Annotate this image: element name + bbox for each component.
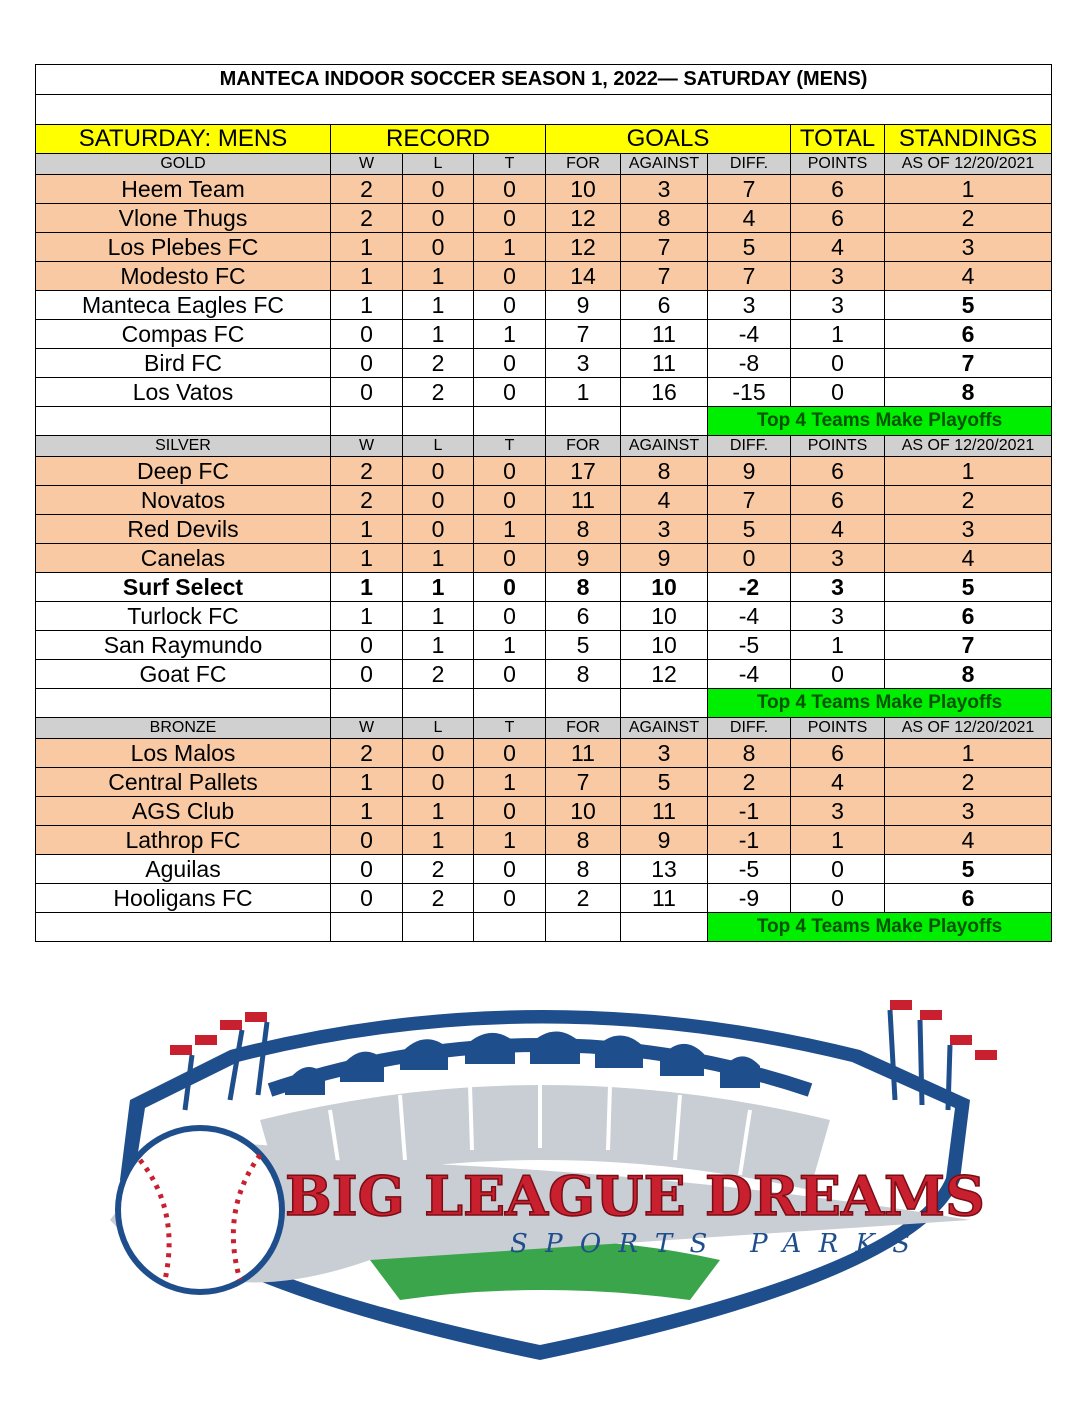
stat-points: 0 [791, 349, 885, 378]
stat-diff: -1 [708, 826, 791, 855]
stat-w: 2 [331, 739, 403, 768]
table-row [36, 349, 1052, 378]
table-row [36, 320, 1052, 349]
table-row [36, 486, 1052, 515]
standing-rank: 4 [885, 544, 1052, 573]
stat-diff: -2 [708, 573, 791, 602]
stat-t: 1 [474, 631, 546, 660]
stat-diff: -8 [708, 349, 791, 378]
standing-rank: 8 [885, 660, 1052, 689]
division-subheader [36, 718, 1052, 739]
stat-l: 2 [403, 855, 474, 884]
stat-points: 4 [791, 768, 885, 797]
stat-diff: -15 [708, 378, 791, 407]
column-label: POINTS [791, 436, 885, 457]
stat-t: 0 [474, 797, 546, 826]
column-label: DIFF. [708, 154, 791, 175]
column-label: FOR [546, 718, 621, 739]
standing-rank: 2 [885, 204, 1052, 233]
stat-l: 1 [403, 544, 474, 573]
team-name: Heem Team [36, 175, 331, 204]
stat-t: 0 [474, 262, 546, 291]
stat-against: 11 [621, 349, 708, 378]
playoff-row [36, 407, 1052, 436]
stat-t: 1 [474, 515, 546, 544]
table-row [36, 855, 1052, 884]
standings-header: STANDINGS [885, 125, 1052, 154]
stat-for: 12 [546, 233, 621, 262]
stat-l: 1 [403, 573, 474, 602]
standing-rank: 5 [885, 855, 1052, 884]
stat-against: 4 [621, 486, 708, 515]
stat-for: 14 [546, 262, 621, 291]
stat-against: 8 [621, 204, 708, 233]
stat-w: 1 [331, 515, 403, 544]
stat-points: 0 [791, 855, 885, 884]
record-header: RECORD [331, 125, 546, 154]
team-name: Goat FC [36, 660, 331, 689]
stat-points: 1 [791, 320, 885, 349]
stat-l: 0 [403, 768, 474, 797]
stat-points: 3 [791, 797, 885, 826]
stat-w: 0 [331, 884, 403, 913]
team-name: Deep FC [36, 457, 331, 486]
table-row [36, 262, 1052, 291]
team-name: Los Plebes FC [36, 233, 331, 262]
division-name: GOLD [36, 154, 331, 175]
table-row [36, 515, 1052, 544]
stat-for: 12 [546, 204, 621, 233]
stat-diff: 5 [708, 515, 791, 544]
big-league-dreams-logo [70, 990, 1020, 1370]
stat-against: 5 [621, 768, 708, 797]
stat-diff: 7 [708, 486, 791, 515]
team-name: San Raymundo [36, 631, 331, 660]
column-label: DIFF. [708, 436, 791, 457]
table-row [36, 233, 1052, 262]
table-row [36, 378, 1052, 407]
standing-rank: 3 [885, 797, 1052, 826]
column-label: AGAINST [621, 154, 708, 175]
stat-for: 8 [546, 826, 621, 855]
stat-l: 0 [403, 457, 474, 486]
stat-for: 9 [546, 544, 621, 573]
standing-rank: 7 [885, 349, 1052, 378]
team-name: Los Vatos [36, 378, 331, 407]
standing-rank: 6 [885, 884, 1052, 913]
stat-points: 6 [791, 486, 885, 515]
stat-diff: -5 [708, 855, 791, 884]
stat-for: 11 [546, 486, 621, 515]
stat-against: 16 [621, 378, 708, 407]
stat-against: 3 [621, 515, 708, 544]
table-row [36, 797, 1052, 826]
stat-points: 6 [791, 204, 885, 233]
team-name: Bird FC [36, 349, 331, 378]
stat-diff: 9 [708, 457, 791, 486]
stat-against: 7 [621, 262, 708, 291]
team-name: Los Malos [36, 739, 331, 768]
stat-for: 11 [546, 739, 621, 768]
stat-t: 0 [474, 349, 546, 378]
stat-against: 7 [621, 233, 708, 262]
stat-against: 3 [621, 739, 708, 768]
table-row [36, 826, 1052, 855]
team-name: Central Pallets [36, 768, 331, 797]
stat-w: 2 [331, 204, 403, 233]
stat-w: 0 [331, 320, 403, 349]
stat-l: 2 [403, 378, 474, 407]
stat-for: 5 [546, 631, 621, 660]
column-label: T [474, 154, 546, 175]
column-label: FOR [546, 436, 621, 457]
standing-rank: 3 [885, 515, 1052, 544]
stat-l: 1 [403, 797, 474, 826]
table-row [36, 544, 1052, 573]
team-name: Vlone Thugs [36, 204, 331, 233]
total-header: TOTAL [791, 125, 885, 154]
stat-l: 1 [403, 631, 474, 660]
column-label: W [331, 154, 403, 175]
stat-diff: 3 [708, 291, 791, 320]
stat-against: 10 [621, 573, 708, 602]
table-row [36, 602, 1052, 631]
standing-rank: 1 [885, 175, 1052, 204]
team-name: Aguilas [36, 855, 331, 884]
stat-against: 3 [621, 175, 708, 204]
stat-t: 0 [474, 291, 546, 320]
stat-diff: -4 [708, 320, 791, 349]
stat-against: 11 [621, 320, 708, 349]
stat-w: 0 [331, 826, 403, 855]
stat-diff: 7 [708, 175, 791, 204]
division-header: SATURDAY: MENS [36, 125, 331, 154]
standing-rank: 2 [885, 768, 1052, 797]
stat-w: 1 [331, 291, 403, 320]
team-name: Modesto FC [36, 262, 331, 291]
stat-points: 0 [791, 378, 885, 407]
stat-for: 1 [546, 378, 621, 407]
stat-w: 0 [331, 631, 403, 660]
column-label: DIFF. [708, 718, 791, 739]
division-subheader [36, 154, 1052, 175]
stat-points: 3 [791, 602, 885, 631]
standing-rank: 5 [885, 573, 1052, 602]
stat-against: 9 [621, 826, 708, 855]
team-name: Lathrop FC [36, 826, 331, 855]
stat-against: 9 [621, 544, 708, 573]
stat-points: 6 [791, 739, 885, 768]
standing-rank: 6 [885, 602, 1052, 631]
stat-for: 3 [546, 349, 621, 378]
stat-diff: 4 [708, 204, 791, 233]
stat-diff: 0 [708, 544, 791, 573]
stat-diff: -5 [708, 631, 791, 660]
stat-for: 7 [546, 320, 621, 349]
stat-t: 1 [474, 768, 546, 797]
stat-l: 0 [403, 233, 474, 262]
stat-w: 1 [331, 602, 403, 631]
stat-l: 0 [403, 486, 474, 515]
standing-rank: 4 [885, 262, 1052, 291]
stat-w: 2 [331, 457, 403, 486]
stat-t: 1 [474, 320, 546, 349]
column-group-header [36, 125, 1052, 154]
stat-against: 12 [621, 660, 708, 689]
stat-points: 4 [791, 233, 885, 262]
column-label: POINTS [791, 718, 885, 739]
stat-w: 0 [331, 349, 403, 378]
stat-against: 6 [621, 291, 708, 320]
team-name: Surf Select [36, 573, 331, 602]
stat-diff: -4 [708, 660, 791, 689]
stat-against: 11 [621, 797, 708, 826]
column-label: W [331, 436, 403, 457]
stat-for: 7 [546, 768, 621, 797]
stat-points: 3 [791, 262, 885, 291]
stat-l: 0 [403, 204, 474, 233]
playoff-note: Top 4 Teams Make Playoffs [708, 913, 1052, 942]
stat-t: 0 [474, 378, 546, 407]
column-label: AS OF 12/20/2021 [885, 436, 1052, 457]
stat-for: 8 [546, 660, 621, 689]
standing-rank: 6 [885, 320, 1052, 349]
table-row [36, 631, 1052, 660]
stat-l: 1 [403, 291, 474, 320]
stat-l: 1 [403, 602, 474, 631]
stat-points: 1 [791, 631, 885, 660]
stat-for: 8 [546, 515, 621, 544]
goals-header: GOALS [546, 125, 791, 154]
stat-points: 1 [791, 826, 885, 855]
team-name: Red Devils [36, 515, 331, 544]
stat-points: 3 [791, 544, 885, 573]
stat-points: 3 [791, 573, 885, 602]
column-label: FOR [546, 154, 621, 175]
stat-diff: 2 [708, 768, 791, 797]
stat-points: 6 [791, 457, 885, 486]
stat-t: 0 [474, 602, 546, 631]
team-name: Compas FC [36, 320, 331, 349]
column-label: T [474, 436, 546, 457]
column-label: AS OF 12/20/2021 [885, 718, 1052, 739]
stat-for: 10 [546, 175, 621, 204]
sheet-title: MANTECA INDOOR SOCCER SEASON 1, 2022— SATURDAY (MENS) [36, 65, 1052, 95]
title-row [36, 65, 1052, 95]
stat-t: 0 [474, 204, 546, 233]
stat-points: 6 [791, 175, 885, 204]
stat-w: 1 [331, 233, 403, 262]
stat-t: 0 [474, 175, 546, 204]
stat-points: 0 [791, 660, 885, 689]
stat-l: 2 [403, 884, 474, 913]
stat-l: 0 [403, 175, 474, 204]
blank-row [36, 95, 1052, 125]
standing-rank: 1 [885, 739, 1052, 768]
table-row [36, 884, 1052, 913]
stat-l: 2 [403, 349, 474, 378]
standing-rank: 7 [885, 631, 1052, 660]
stat-diff: 8 [708, 739, 791, 768]
column-label: AGAINST [621, 718, 708, 739]
column-label: W [331, 718, 403, 739]
stat-l: 1 [403, 320, 474, 349]
stat-points: 3 [791, 291, 885, 320]
stat-l: 0 [403, 515, 474, 544]
stat-diff: -1 [708, 797, 791, 826]
standing-rank: 8 [885, 378, 1052, 407]
stat-for: 2 [546, 884, 621, 913]
stat-points: 0 [791, 884, 885, 913]
table-row [36, 573, 1052, 602]
standings-table [35, 64, 1052, 942]
playoff-row [36, 689, 1052, 718]
stat-diff: -9 [708, 884, 791, 913]
table-row [36, 175, 1052, 204]
stat-l: 2 [403, 660, 474, 689]
stat-w: 1 [331, 544, 403, 573]
stat-w: 0 [331, 855, 403, 884]
table-row [36, 291, 1052, 320]
playoff-note: Top 4 Teams Make Playoffs [708, 689, 1052, 718]
table-row [36, 739, 1052, 768]
stat-against: 10 [621, 602, 708, 631]
logo-main-text: BIG LEAGUE DREAMS [285, 1164, 985, 1228]
column-label: L [403, 436, 474, 457]
stat-t: 1 [474, 826, 546, 855]
table-row [36, 457, 1052, 486]
team-name: Canelas [36, 544, 331, 573]
stat-t: 0 [474, 855, 546, 884]
stat-w: 1 [331, 262, 403, 291]
stat-t: 1 [474, 233, 546, 262]
stat-t: 0 [474, 457, 546, 486]
column-label: AS OF 12/20/2021 [885, 154, 1052, 175]
stat-t: 0 [474, 739, 546, 768]
stat-l: 1 [403, 262, 474, 291]
column-label: AGAINST [621, 436, 708, 457]
standing-rank: 2 [885, 486, 1052, 515]
stat-l: 1 [403, 826, 474, 855]
division-subheader [36, 436, 1052, 457]
stat-against: 11 [621, 884, 708, 913]
table-row [36, 768, 1052, 797]
team-name: Turlock FC [36, 602, 331, 631]
stat-for: 8 [546, 855, 621, 884]
stat-t: 0 [474, 544, 546, 573]
stat-against: 10 [621, 631, 708, 660]
column-label: T [474, 718, 546, 739]
column-label: L [403, 718, 474, 739]
team-name: Novatos [36, 486, 331, 515]
stat-against: 8 [621, 457, 708, 486]
stat-t: 0 [474, 573, 546, 602]
stat-for: 8 [546, 573, 621, 602]
standing-rank: 4 [885, 826, 1052, 855]
stat-l: 0 [403, 739, 474, 768]
standing-rank: 1 [885, 457, 1052, 486]
stat-points: 4 [791, 515, 885, 544]
team-name: Manteca Eagles FC [36, 291, 331, 320]
division-name: SILVER [36, 436, 331, 457]
stat-w: 2 [331, 175, 403, 204]
stat-for: 9 [546, 291, 621, 320]
stat-diff: 7 [708, 262, 791, 291]
stat-against: 13 [621, 855, 708, 884]
stat-for: 17 [546, 457, 621, 486]
table-row [36, 660, 1052, 689]
logo-sub-text: SPORTS PARKS [510, 1229, 910, 1259]
standing-rank: 3 [885, 233, 1052, 262]
playoff-note: Top 4 Teams Make Playoffs [708, 407, 1052, 436]
playoff-row [36, 913, 1052, 942]
table-row [36, 204, 1052, 233]
standing-rank: 5 [885, 291, 1052, 320]
stat-t: 0 [474, 884, 546, 913]
team-name: AGS Club [36, 797, 331, 826]
stat-for: 10 [546, 797, 621, 826]
stat-w: 1 [331, 573, 403, 602]
stat-w: 1 [331, 797, 403, 826]
column-label: POINTS [791, 154, 885, 175]
stat-w: 2 [331, 486, 403, 515]
stat-t: 0 [474, 660, 546, 689]
stat-w: 1 [331, 768, 403, 797]
stat-w: 0 [331, 660, 403, 689]
stat-t: 0 [474, 486, 546, 515]
stat-diff: -4 [708, 602, 791, 631]
division-name: BRONZE [36, 718, 331, 739]
team-name: Hooligans FC [36, 884, 331, 913]
column-label: L [403, 154, 474, 175]
stat-for: 6 [546, 602, 621, 631]
stat-diff: 5 [708, 233, 791, 262]
stat-w: 0 [331, 378, 403, 407]
